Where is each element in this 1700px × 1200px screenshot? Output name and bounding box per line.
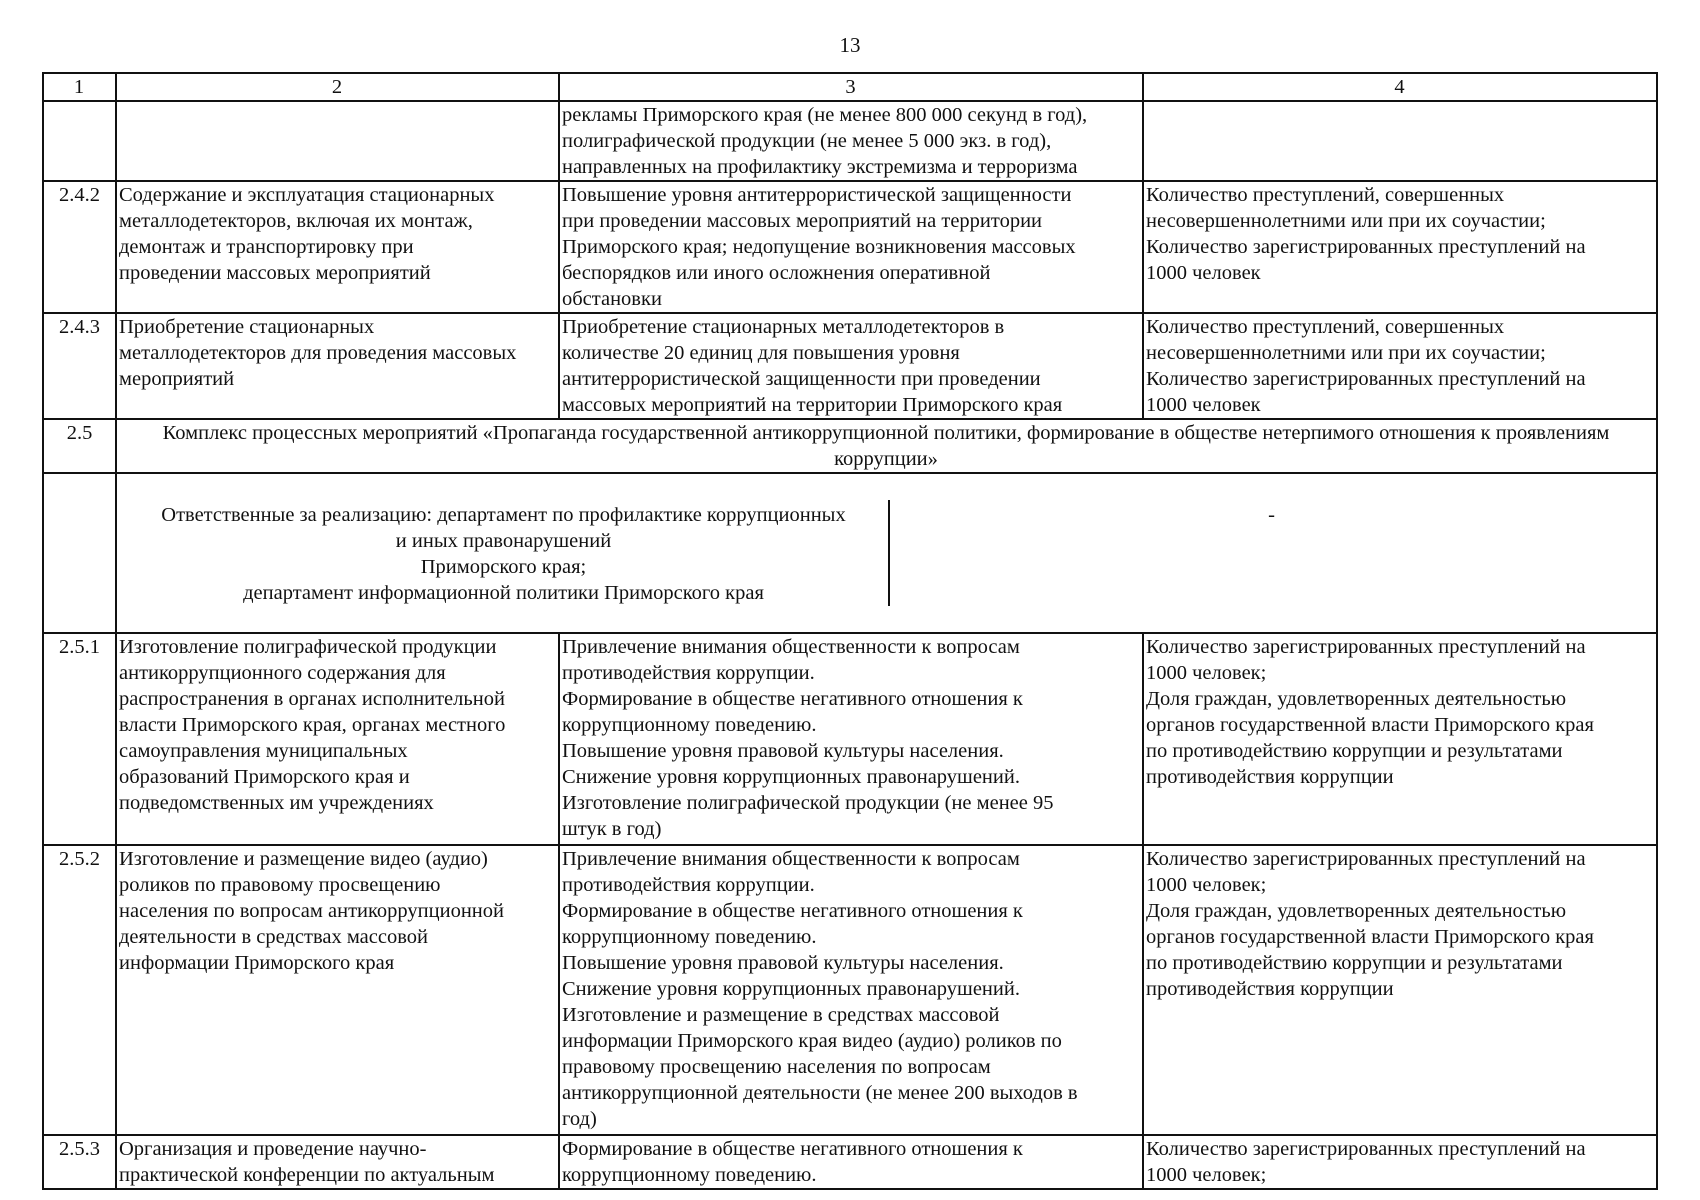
measures-table [42,72,1658,1190]
table-row [43,101,1657,181]
activity-cell: Приобретение стационарных металлодетекторов для проведения массовых мероприятий [116,313,559,419]
result-cell: Привлечение внимания общественности к вопросам противодействия коррупции. Формирование в обществе негативного отношения к коррупционному поведению. Повышение уровня правовой культуры населения. Снижение уровня коррупционных правонарушений. Изготовление полиграфической продукции (не менее 95 штук в год) [559,633,1143,845]
row-number: 2.4.2 [43,181,116,313]
row-number: 2.5.2 [43,845,116,1135]
column-number-1: 1 [43,73,116,101]
indicator-cell: Количество зарегистрированных преступлений на 1000 человек; [1143,1135,1657,1189]
result-cell: Приобретение стационарных металлодетекторов в количестве 20 единиц для повышения уровня антитеррористической защищенности при проведении массовых мероприятий на территории Приморского края [559,313,1143,419]
row-number [43,101,116,181]
table-row [43,181,1657,313]
activity-cell: Содержание и эксплуатация стационарных металлодетекторов, включая их монтаж, демонтаж и транспортировку при проведении массовых мероприятий [116,181,559,313]
table-row [43,1135,1657,1189]
row-number: 2.5.3 [43,1135,116,1189]
indicator-cell: Количество зарегистрированных преступлений на 1000 человек; Доля граждан, удовлетворенных деятельностью органов государственной власти Приморского края по противодействию коррупции и результатами противодействия коррупции [1143,633,1657,845]
section-title: Комплекс процессных мероприятий «Пропаганда государственной антикоррупционной политики, формирование в обществе нетерпимого отношения к проявлениям коррупции» [116,419,1657,473]
section-number: 2.5 [43,419,116,473]
column-number-2: 2 [116,73,559,101]
responsible-row [43,473,1657,633]
empty-number-cell [43,473,116,633]
indicator-cell [1143,101,1657,181]
result-cell: Повышение уровня антитеррористической защищенности при проведении массовых мероприятий на территории Приморского края; недопущение возникновения массовых беспорядков или иного осложнения оперативной обстановки [559,181,1143,313]
indicator-cell: Количество преступлений, совершенных несовершеннолетними или при их соучастии; Количество зарегистрированных преступлений на 1000 человек [1143,313,1657,419]
activity-cell [116,101,559,181]
column-number-row [43,73,1657,101]
row-number: 2.4.3 [43,313,116,419]
responsible-value: - [1268,504,1275,526]
activity-cell: Изготовление и размещение видео (аудио) роликов по правовому просвещению населения по вопросам антикоррупционной деятельности в средствах массовой информации Приморского края [116,845,559,1135]
indicator-cell: Количество преступлений, совершенных несовершеннолетними или при их соучастии; Количество зарегистрированных преступлений на 1000 человек [1143,181,1657,313]
result-cell: Формирование в обществе негативного отношения к коррупционному поведению. [559,1135,1143,1189]
result-cell: рекламы Приморского края (не менее 800 000 секунд в год), полиграфической продукции (не менее 5 000 экз. в год), направленных на профилактику экстремизма и терроризма [559,101,1143,181]
column-number-4: 4 [1143,73,1657,101]
column-number-3: 3 [559,73,1143,101]
row-number: 2.5.1 [43,633,116,845]
table-row [43,845,1657,1135]
section-header-row [43,419,1657,473]
responsible-cell [116,473,1657,633]
table-row [43,633,1657,845]
indicator-cell: Количество зарегистрированных преступлений на 1000 человек; Доля граждан, удовлетворенных деятельностью органов государственной власти Приморского края по противодействию коррупции и результатами противодействия коррупции [1143,845,1657,1135]
page-number: 13 [839,33,861,57]
responsible-text: Ответственные за реализацию: департамент по профилактике коррупционных и иных правонарушений Приморского края; департамент информационной политики Приморского края [119,500,890,606]
activity-cell: Организация и проведение научно- практической конференции по актуальным [116,1135,559,1189]
activity-cell: Изготовление полиграфической продукции антикоррупционного содержания для распространения в органах исполнительной власти Приморского края, органах местного самоуправления муниципальных образований Приморского края и подведомственных им учреждениях [116,633,559,845]
table-row [43,313,1657,419]
result-cell: Привлечение внимания общественности к вопросам противодействия коррупции. Формирование в обществе негативного отношения к коррупционному поведению. Повышение уровня правовой культуры населения. Снижение уровня коррупционных правонарушений. Изготовление и размещение в средствах массовой информации Приморского края видео (аудио) роликов по правовому просвещению населения по вопросам антикоррупционной деятельности (не менее 200 выходов в год) [559,845,1143,1135]
